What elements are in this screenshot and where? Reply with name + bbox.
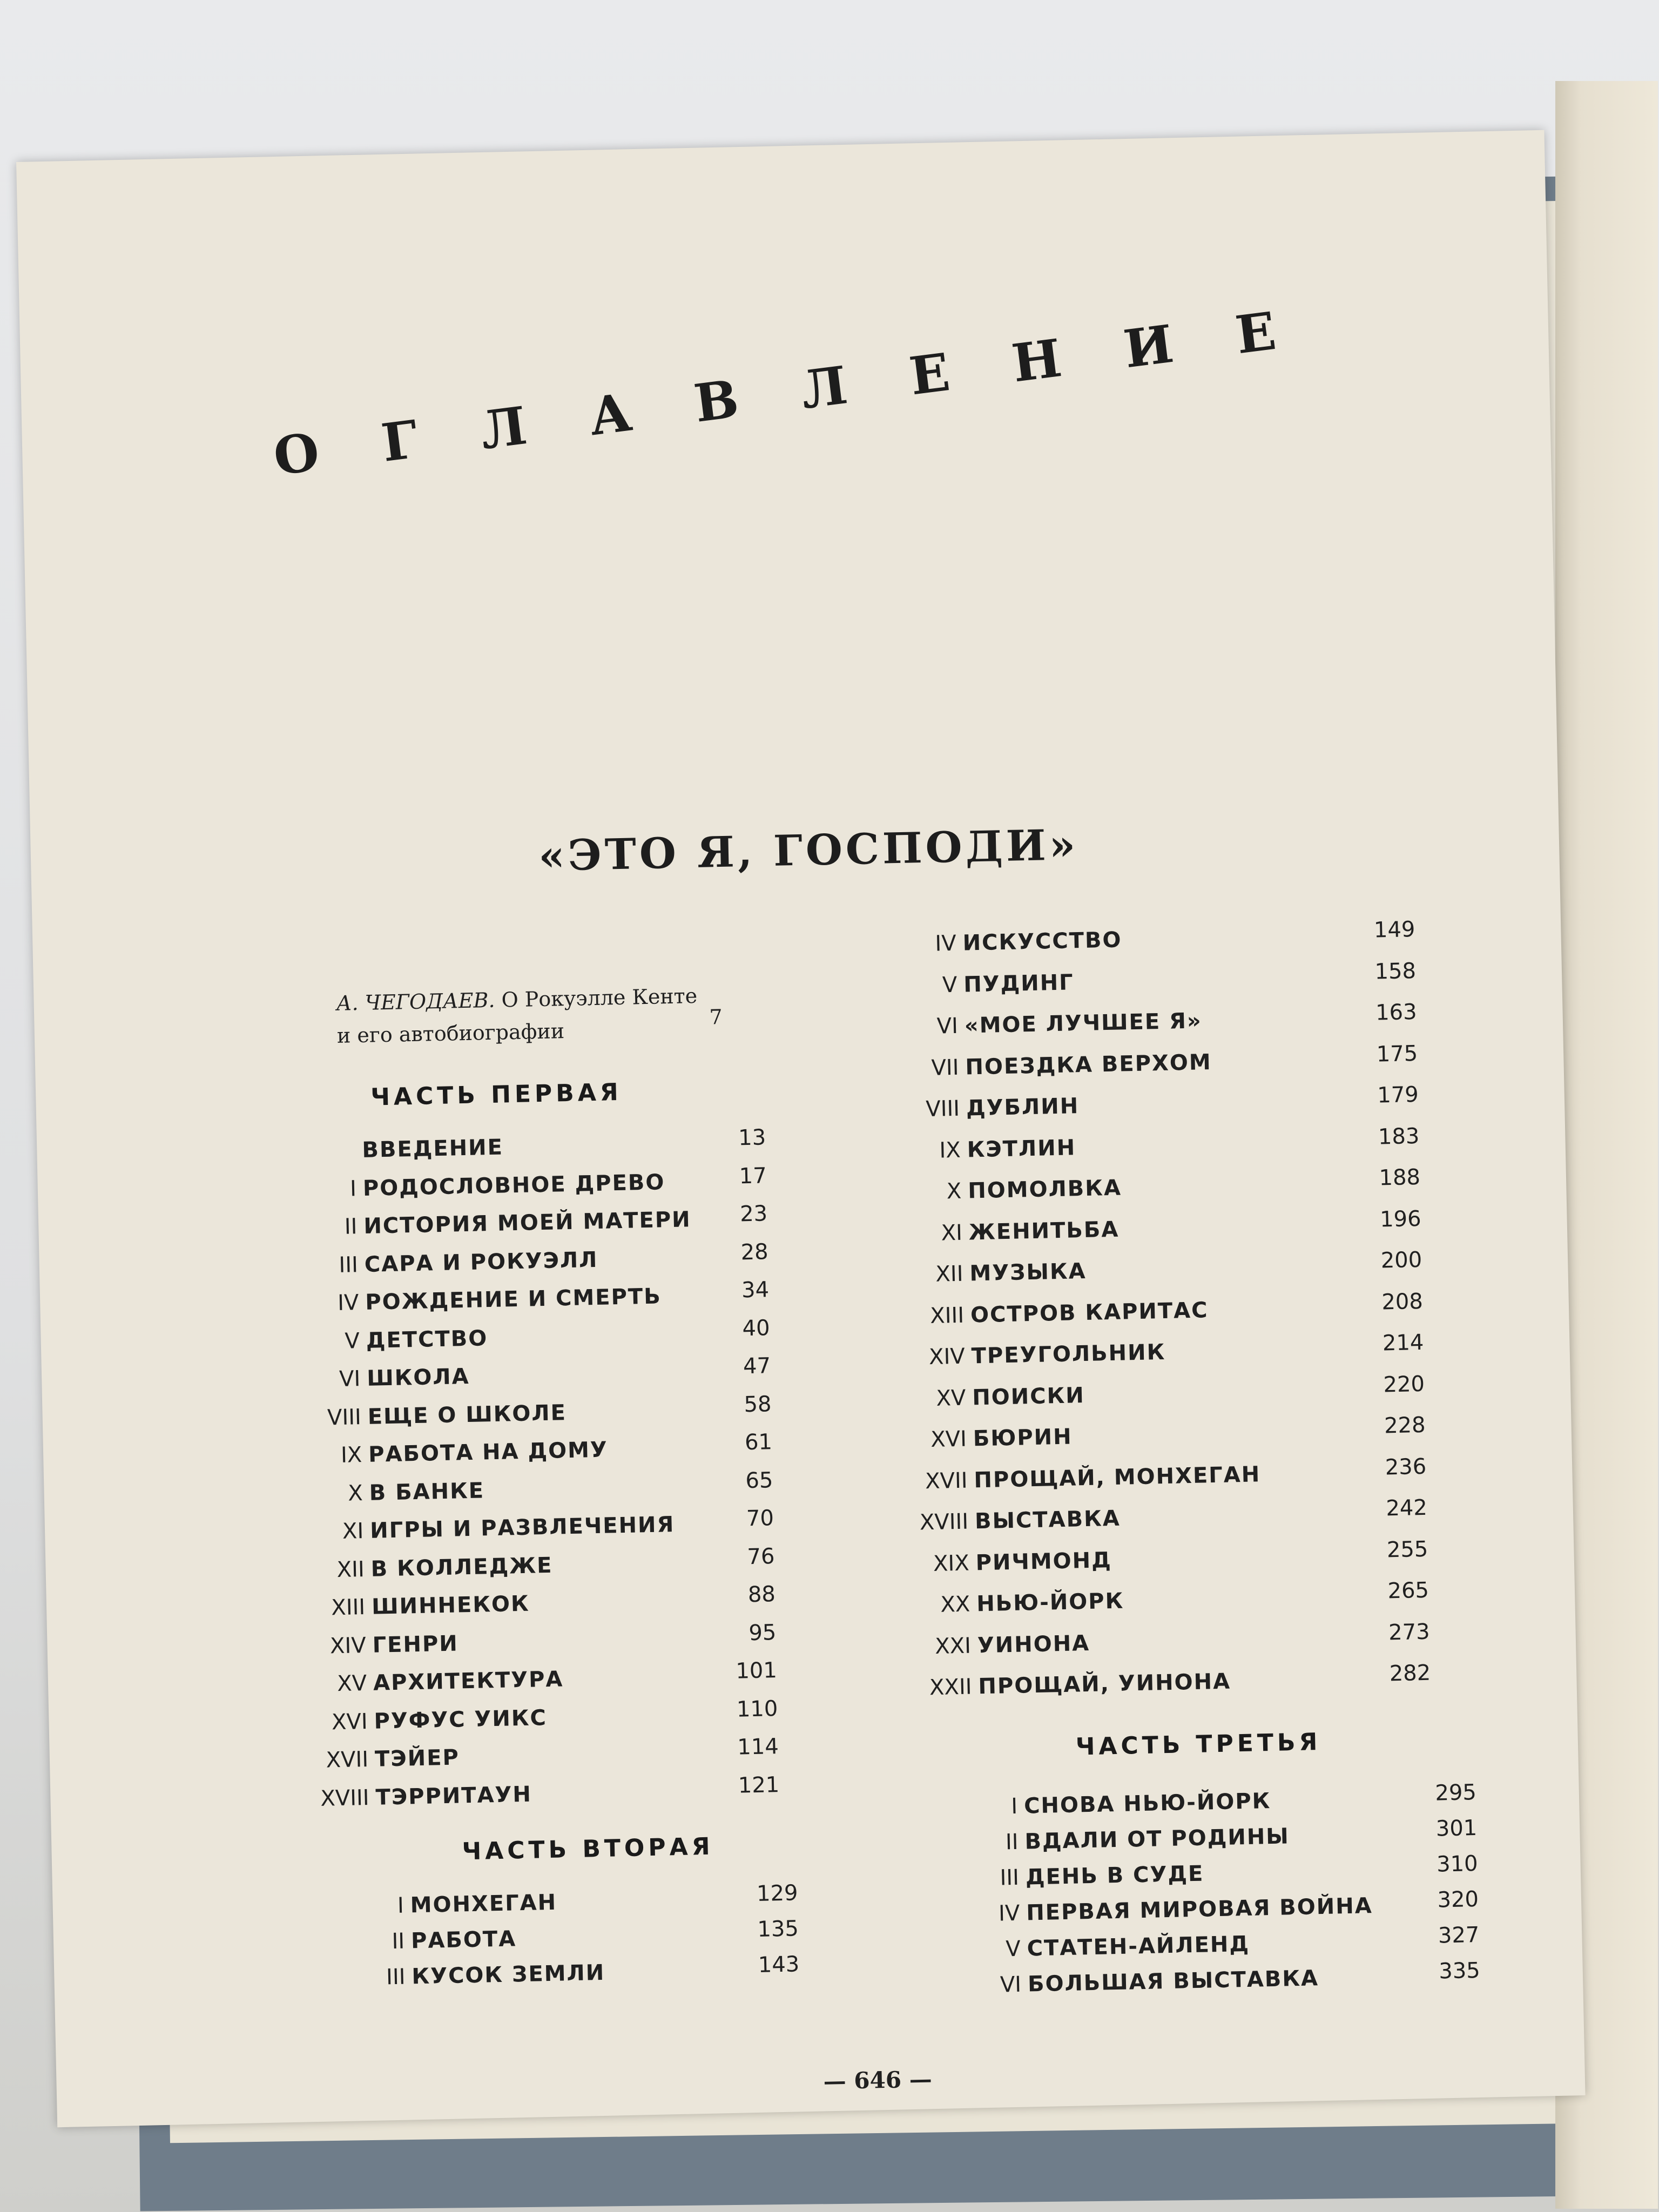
part2-entry: [880, 1164, 1421, 1205]
chapter-page: 196: [1379, 1206, 1422, 1232]
chapter-title: ВВЕДЕНИЕ: [361, 1135, 504, 1163]
part2-entry: [879, 1123, 1420, 1164]
chapter-page: 47: [743, 1353, 771, 1379]
chapter-number: II: [1005, 1829, 1019, 1855]
part1-entry: [286, 1696, 778, 1736]
chapter-title: ГЕНРИ: [372, 1630, 459, 1658]
chapter-page: 121: [738, 1772, 780, 1798]
chapter-page: 214: [1382, 1330, 1424, 1356]
chapter-number: IX: [939, 1137, 961, 1163]
part3-entry: [940, 1958, 1481, 1999]
chapter-title: МУЗЫКА: [969, 1258, 1087, 1286]
chapter-title: В КОЛЛЕДЖЕ: [370, 1553, 553, 1582]
chapter-page: 183: [1378, 1123, 1420, 1150]
chapter-title: РУФУС УИКС: [374, 1705, 548, 1734]
part2-entry: [882, 1247, 1422, 1288]
part2-entry: [881, 1206, 1422, 1246]
chapter-title: ТЭРРИТАУН: [375, 1782, 532, 1810]
chapter-page: 110: [736, 1696, 778, 1722]
chapter-title: ПРОЩАЙ, МОНХЕГАН: [974, 1461, 1261, 1493]
chapter-page: 143: [758, 1952, 800, 1978]
chapter-number: III: [1000, 1865, 1020, 1891]
part1-entry: [285, 1620, 777, 1660]
chapter-page: 179: [1377, 1082, 1419, 1108]
chapter-number: III: [339, 1252, 359, 1278]
chapter-page: 114: [737, 1734, 779, 1760]
chapter-number: V: [942, 972, 957, 997]
chapter-number: X: [347, 1480, 363, 1506]
chapter-page: 327: [1438, 1922, 1480, 1948]
part1-entry: [280, 1391, 772, 1431]
part2-entry: [889, 1619, 1431, 1660]
chapter-title: ПОМОЛВКА: [967, 1175, 1122, 1204]
part1-entry: [287, 1734, 779, 1773]
part2-entry: [323, 1916, 799, 1955]
part2-entry: [886, 1454, 1427, 1494]
intro-title-1: О Рокуэлле Кенте: [501, 983, 698, 1012]
chapter-page: 135: [757, 1916, 799, 1942]
part2-entry: [888, 1536, 1428, 1577]
chapter-number: V: [1005, 1936, 1021, 1962]
chapter-number: XIV: [928, 1344, 966, 1370]
chapter-title: ДЕТСТВО: [366, 1325, 488, 1353]
chapter-number: III: [386, 1964, 406, 1990]
intro-page: 7: [709, 1004, 723, 1029]
chapter-page: 28: [740, 1239, 769, 1265]
chapter-number: XV: [936, 1385, 966, 1411]
chapter-title: НЬЮ-ЙОРК: [976, 1588, 1124, 1617]
chapter-title: КУСОК ЗЕМЛИ: [412, 1960, 605, 1990]
chapter-page: 23: [739, 1201, 768, 1227]
chapter-title: РИЧМОНД: [975, 1547, 1112, 1575]
chapter-number: XVIII: [919, 1509, 969, 1535]
chapter-number: XIII: [331, 1595, 366, 1621]
chapter-page: 70: [746, 1506, 774, 1532]
chapter-page: 228: [1384, 1412, 1426, 1439]
chapter-number: I: [397, 1893, 404, 1918]
chapter-number: VI: [339, 1366, 361, 1392]
part1-entry: [284, 1582, 776, 1622]
chapter-page: 220: [1383, 1371, 1425, 1397]
chapter-number: XXI: [934, 1633, 972, 1659]
chapter-title: ШКОЛА: [366, 1364, 470, 1391]
chapter-page: 58: [744, 1391, 772, 1417]
part1-entry: [283, 1543, 775, 1583]
chapter-page: 129: [756, 1880, 798, 1906]
chapter-title: ВЫСТАВКА: [974, 1506, 1121, 1534]
chapter-title: ИСКУССТВО: [962, 927, 1122, 956]
chapter-number: V: [344, 1328, 360, 1354]
chapter-page: 265: [1387, 1577, 1429, 1604]
part3-entry: [938, 1851, 1479, 1892]
chapter-number: XX: [940, 1591, 970, 1617]
chapter-title: ПЕРВАЯ МИРОВАЯ ВОЙНА: [1026, 1893, 1373, 1926]
chapter-title: БОЛЬШАЯ ВЫСТАВКА: [1027, 1966, 1319, 1997]
part1-entry: [276, 1201, 768, 1240]
chapter-page: 273: [1388, 1619, 1431, 1645]
chapter-title: ОСТРОВ КАРИТАС: [970, 1297, 1209, 1327]
part2-entry: [879, 1082, 1419, 1123]
chapter-page: 200: [1380, 1247, 1422, 1273]
chapter-title: «МОЕ ЛУЧШЕЕ Я»: [964, 1008, 1203, 1038]
part2-entry: [891, 1660, 1431, 1701]
chapter-title: СНОВА НЬЮ-ЙОРК: [1023, 1789, 1271, 1819]
chapter-page: 175: [1376, 1041, 1418, 1067]
chapter-page: 40: [742, 1315, 770, 1341]
chapter-number: XVII: [925, 1468, 968, 1494]
chapter-title: КЭТЛИН: [967, 1135, 1076, 1163]
part1-entry: [274, 1125, 766, 1165]
chapter-number: VIII: [925, 1096, 960, 1122]
part2-entry: [885, 1371, 1425, 1412]
chapter-title: УИНОНА: [977, 1630, 1090, 1658]
part2-entry: [875, 917, 1415, 957]
chapter-page: 163: [1375, 1000, 1418, 1026]
part3-entry: [939, 1922, 1480, 1963]
chapter-title: АРХИТЕКТУРА: [373, 1667, 564, 1696]
chapter-page: 65: [745, 1467, 773, 1493]
part2-entry: [876, 958, 1417, 999]
chapter-title: ПРОЩАЙ, УИНОНА: [978, 1669, 1231, 1700]
chapter-page: 158: [1374, 958, 1417, 984]
chapter-number: I: [349, 1176, 357, 1201]
chapter-page: 101: [735, 1658, 778, 1684]
chapter-number: II: [344, 1214, 358, 1239]
chapter-number: XI: [941, 1220, 963, 1246]
chapter-number: XIII: [929, 1303, 965, 1328]
part3-entry: [939, 1886, 1479, 1927]
chapter-number: XVI: [930, 1426, 967, 1453]
chapter-title: ПОЕЗДКА ВЕРХОМ: [965, 1049, 1212, 1080]
chapter-title: БЮРИН: [973, 1424, 1073, 1452]
chapter-number: XV: [336, 1671, 367, 1697]
chapter-number: XVII: [326, 1746, 369, 1773]
chapter-title: ИГРЫ И РАЗВЛЕЧЕНИЯ: [369, 1512, 675, 1543]
part2-entry: [887, 1495, 1428, 1536]
chapter-number: IV: [337, 1290, 359, 1316]
book-title: «ЭТО Я, ГОСПОДИ»: [538, 820, 1080, 881]
part1-entry: [281, 1467, 773, 1507]
part1-entry: [278, 1315, 770, 1355]
part1-entry: [279, 1353, 771, 1393]
contents-page: [16, 130, 1586, 2127]
chapter-number: IV: [998, 1900, 1020, 1926]
part2-entry: [876, 1000, 1418, 1040]
chapter-page: 295: [1434, 1780, 1477, 1806]
part2-entry: [885, 1412, 1426, 1453]
chapter-page: 335: [1438, 1958, 1481, 1984]
chapter-title: ТРЕУГОЛЬНИК: [971, 1339, 1166, 1369]
chapter-number: VII: [931, 1055, 959, 1081]
part3-title: ЧАСТЬ ТРЕТЬЯ: [1075, 1728, 1321, 1761]
chapter-number: I: [1010, 1793, 1018, 1819]
chapter-number: X: [946, 1178, 962, 1204]
part3-entry: [937, 1816, 1478, 1856]
chapter-number: VI: [936, 1013, 959, 1039]
chapter-page: 17: [739, 1163, 767, 1189]
part2-title: ЧАСТЬ ВТОРАЯ: [462, 1832, 714, 1866]
chapter-page: 301: [1435, 1816, 1478, 1842]
chapter-page: 34: [741, 1277, 770, 1303]
part2-entry: [884, 1330, 1424, 1371]
chapter-title: ЕЩЕ О ШКОЛЕ: [367, 1400, 567, 1429]
chapter-title: САРА И РОКУЭЛЛ: [364, 1247, 598, 1277]
chapter-title: ТЭЙЕР: [374, 1745, 460, 1772]
chapter-number: II: [392, 1928, 405, 1954]
chapter-page: 242: [1385, 1495, 1428, 1521]
chapter-number: [275, 1157, 356, 1159]
chapter-number: VI: [1000, 1972, 1022, 1998]
part1-entry: [288, 1772, 780, 1811]
chapter-title: ПОИСКИ: [972, 1382, 1085, 1410]
part1-entry: [276, 1239, 769, 1278]
chapter-page: 61: [744, 1429, 773, 1455]
chapter-number: VIII: [327, 1404, 362, 1430]
chapter-title: ИСТОРИЯ МОЕЙ МАТЕРИ: [363, 1207, 692, 1239]
part1-title: ЧАСТЬ ПЕРВАЯ: [370, 1078, 623, 1111]
part2-entry: [889, 1577, 1429, 1618]
chapter-number: IV: [935, 930, 957, 956]
chapter-title: РАБОТА: [410, 1926, 517, 1954]
part1-entry: [286, 1658, 778, 1697]
page-heading: ОГЛАВЛЕНИЕ: [270, 292, 1343, 488]
chapter-title: ДЕНЬ В СУДЕ: [1025, 1861, 1204, 1890]
part3-entry: [936, 1780, 1477, 1820]
chapter-title: ПУДИНГ: [963, 969, 1075, 997]
chapter-number: XII: [336, 1556, 365, 1582]
chapter-title: РОЖДЕНИЕ И СМЕРТЬ: [365, 1284, 662, 1315]
intro-author: А. ЧЕГОДАЕВ.: [336, 988, 495, 1015]
chapter-number: XII: [935, 1261, 963, 1287]
chapter-title: ШИННЕКОК: [371, 1591, 530, 1620]
intro-entry: [336, 980, 723, 1052]
part1-entry: [281, 1429, 773, 1469]
part2-entry: [322, 1880, 798, 1920]
chapter-page: 13: [738, 1125, 766, 1151]
part1-entry: [275, 1163, 767, 1203]
chapter-page: 88: [747, 1582, 776, 1608]
chapter-number: XVIII: [320, 1785, 370, 1811]
chapter-page: 236: [1385, 1454, 1427, 1480]
chapter-page: 95: [748, 1620, 777, 1645]
chapter-page: 320: [1437, 1886, 1479, 1913]
chapter-title: РАБОТА НА ДОМУ: [368, 1437, 609, 1467]
chapter-page: 149: [1373, 917, 1415, 943]
part1-entry: [282, 1506, 774, 1545]
chapter-title: В БАНКЕ: [369, 1478, 485, 1506]
chapter-number: XVI: [331, 1709, 368, 1735]
chapter-title: РОДОСЛОВНОЕ ДРЕВО: [362, 1169, 665, 1201]
chapter-title: ДУБЛИН: [966, 1094, 1080, 1121]
part2-entry: [324, 1952, 800, 1991]
page-number: — 646 —: [823, 2066, 933, 2095]
chapter-page: 188: [1379, 1164, 1421, 1191]
chapter-page: 310: [1436, 1851, 1479, 1877]
chapter-title: ВДАЛИ ОТ РОДИНЫ: [1024, 1824, 1290, 1854]
chapter-page: 76: [746, 1543, 775, 1569]
chapter-number: XIV: [329, 1633, 367, 1658]
chapter-title: МОНХЕГАН: [410, 1890, 557, 1918]
chapter-page: 255: [1386, 1536, 1428, 1562]
part1-entry: [278, 1277, 770, 1317]
chapter-title: ЖЕНИТЬБА: [968, 1217, 1120, 1245]
part2-entry: [878, 1041, 1418, 1082]
chapter-number: XXII: [929, 1674, 973, 1701]
intro-line-2: и его автобиографии: [336, 1019, 565, 1048]
chapter-number: XI: [342, 1519, 364, 1544]
chapter-number: XIX: [933, 1550, 970, 1576]
chapter-page: 208: [1381, 1289, 1424, 1315]
chapter-page: 282: [1389, 1660, 1431, 1687]
chapter-number: IX: [340, 1442, 362, 1468]
chapter-title: СТАТЕН-АЙЛЕНД: [1027, 1931, 1250, 1961]
part2-entry: [883, 1289, 1424, 1330]
